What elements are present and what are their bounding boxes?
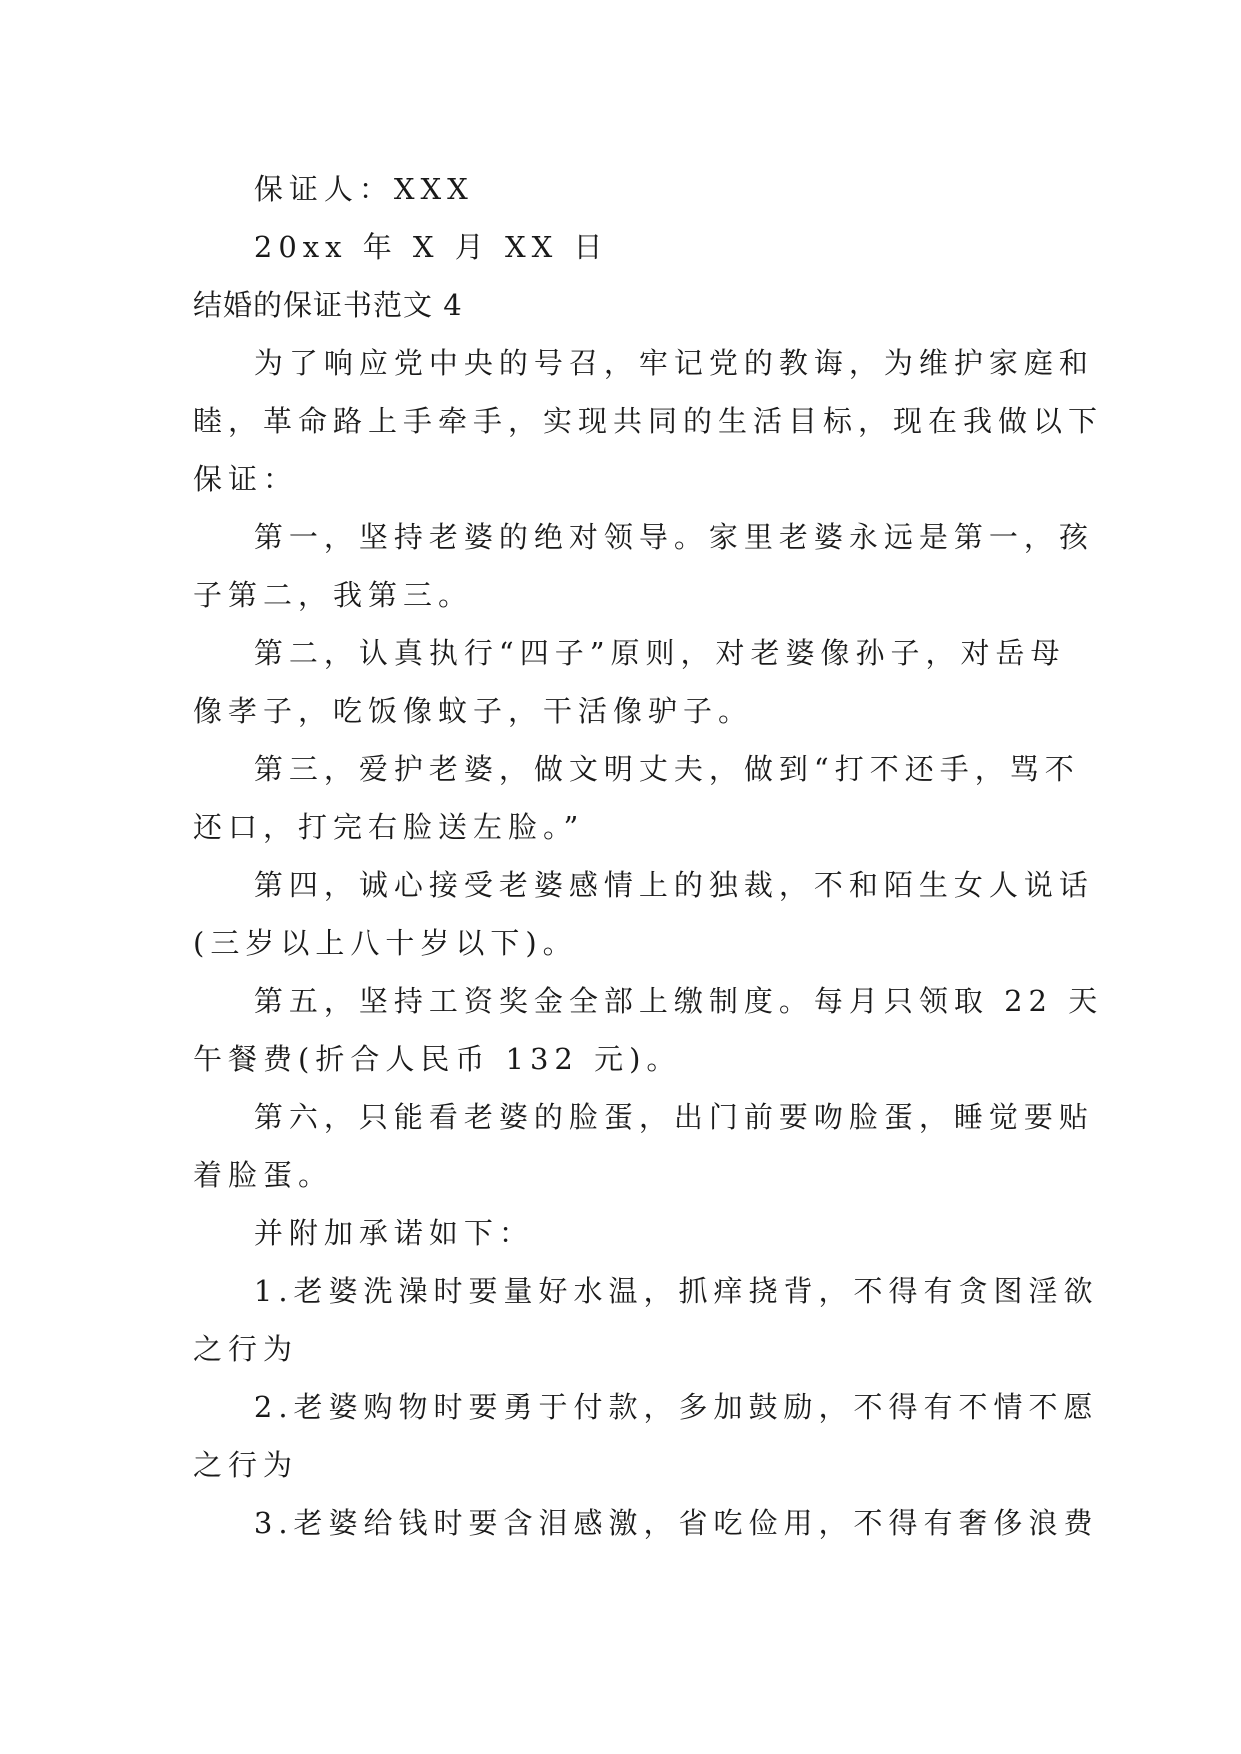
text-line: 之行为 <box>193 1448 299 1482</box>
text-line: 为了响应党中央的号召，牢记党的教诲，为维护家庭和 <box>193 346 1094 380</box>
text-line: 睦，革命路上手牵手，实现共同的生活目标，现在我做以下 <box>193 404 1104 438</box>
text-line: 第一，坚持老婆的绝对领导。家里老婆永远是第一，孩 <box>193 520 1094 554</box>
text-line: 第四，诚心接受老婆感情上的独裁，不和陌生女人说话 <box>193 868 1094 902</box>
text-line: 2.老婆购物时要勇于付款，多加鼓励，不得有不情不愿 <box>193 1390 1099 1424</box>
text-line: 并附加承诺如下： <box>193 1216 534 1250</box>
text-line: 第五，坚持工资奖金全部上缴制度。每月只领取 22 天 <box>193 984 1104 1018</box>
date-line: 20xx 年 X 月 XX 日 <box>193 230 609 264</box>
text-line: 第三，爱护老婆，做文明丈夫，做到“打不还手，骂不 <box>193 752 1080 786</box>
section-title: 结婚的保证书范文 4 <box>193 288 463 322</box>
guarantor-line: 保证人：XXX <box>193 172 474 206</box>
text-line: 3.老婆给钱时要含泪感激，省吃俭用，不得有奢侈浪费 <box>193 1506 1099 1540</box>
text-line: 还口，打完右脸送左脸。” <box>193 810 585 844</box>
text-line: 第二，认真执行“四子”原则，对老婆像孙子，对岳母 <box>193 636 1066 670</box>
text-line: (三岁以上八十岁以下)。 <box>193 926 578 960</box>
text-line: 像孝子，吃饭像蚊子，干活像驴子。 <box>193 694 754 728</box>
text-line: 之行为 <box>193 1332 299 1366</box>
document-body <box>193 160 1104 1552</box>
text-line: 第六，只能看老婆的脸蛋，出门前要吻脸蛋，睡觉要贴 <box>193 1100 1094 1134</box>
text-line: 保证： <box>193 462 299 496</box>
text-line: 着脸蛋。 <box>193 1158 334 1192</box>
text-line: 午餐费(折合人民币 132 元)。 <box>193 1042 682 1076</box>
text-line: 子第二，我第三。 <box>193 578 474 612</box>
text-line: 1.老婆洗澡时要量好水温，抓痒挠背，不得有贪图淫欲 <box>193 1274 1099 1308</box>
